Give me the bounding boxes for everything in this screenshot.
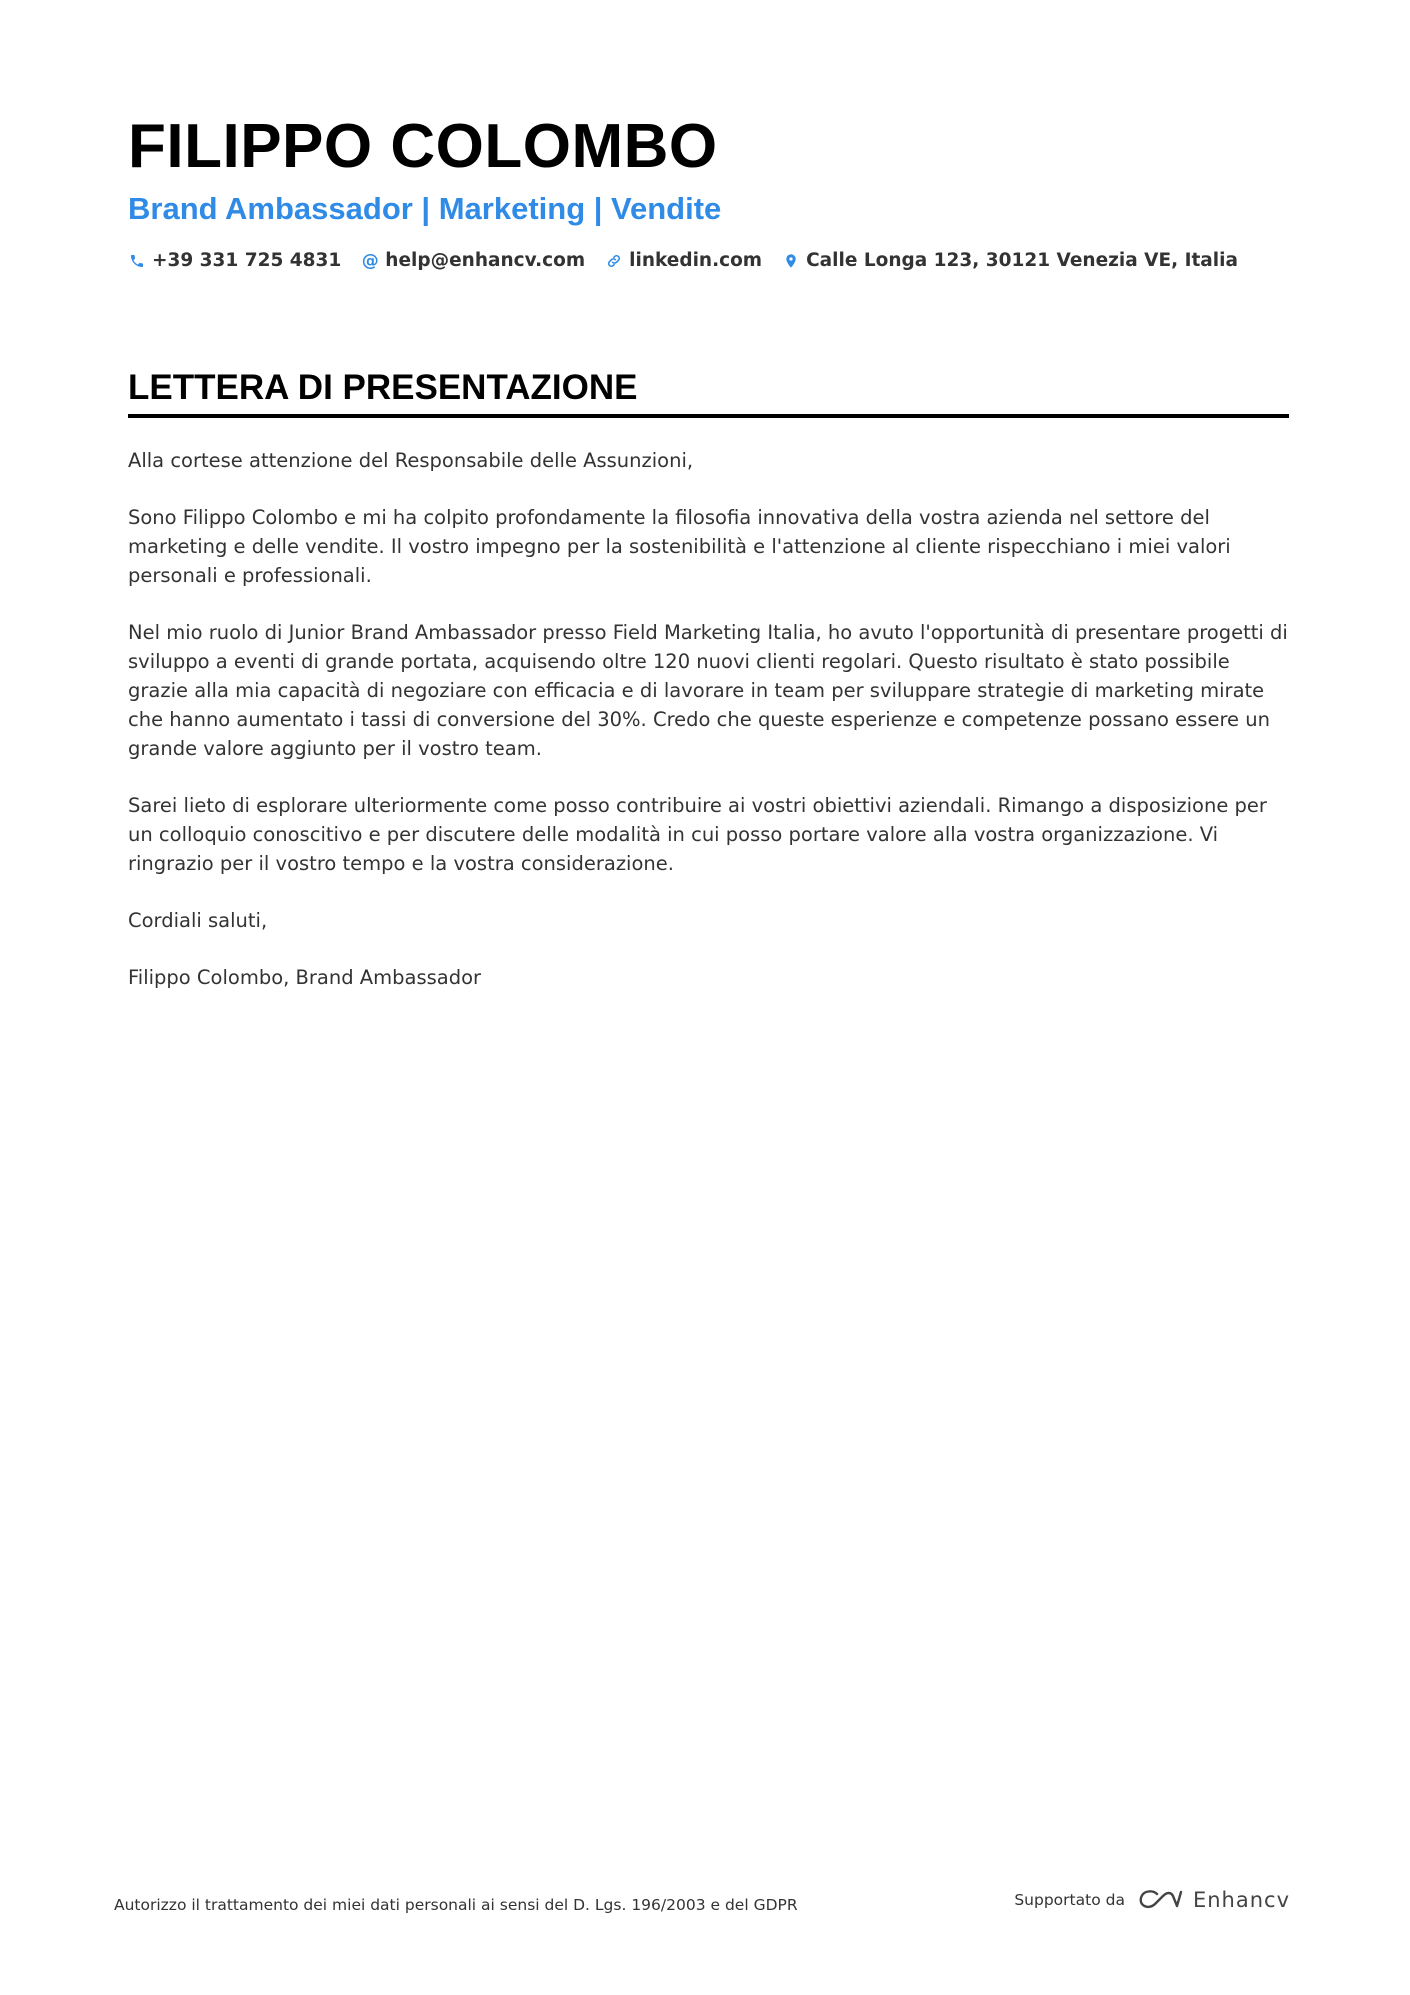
letter-closing: Cordiali saluti, xyxy=(128,909,268,932)
header xyxy=(128,112,1288,271)
contact-linkedin xyxy=(605,250,762,271)
candidate-name: FILIPPO COLOMBO xyxy=(128,112,718,181)
powered-by[interactable] xyxy=(1014,1886,1290,1914)
contact-email xyxy=(361,250,585,271)
section-title: LETTERA DI PRESENTAZIONE xyxy=(128,368,638,407)
enhancv-logo-icon xyxy=(1137,1886,1183,1914)
supported-by-label: Supportato da xyxy=(1014,1891,1125,1909)
phone-icon xyxy=(128,252,146,270)
location-pin-icon xyxy=(782,252,800,270)
section-divider xyxy=(128,414,1289,418)
phone-number: +39 331 725 4831 xyxy=(152,250,342,271)
letter-signature: Filippo Colombo, Brand Ambassador xyxy=(128,966,482,989)
link-icon xyxy=(605,252,623,270)
cover-letter-section xyxy=(128,366,1289,1020)
enhancv-brand: Enhancv xyxy=(1192,1888,1290,1912)
letter-paragraph-1: Sono Filippo Colombo e mi ha colpito profondamente la filosofia innovativa della vostra azienda nel settore del marketing e delle vendite. Il vostro impegno per la sostenibilità e l'attenzione al cliente rispecchiano i miei valori personali e professionali. xyxy=(128,506,1231,587)
email-address[interactable]: help@enhancv.com xyxy=(385,250,586,271)
letter-paragraph-2: Nel mio ruolo di Junior Brand Ambassador presso Field Marketing Italia, ho avuto l'opportunità di presentare progetti di sviluppo a eventi di grande portata, acquisendo oltre 120 nuovi clienti regolari. Questo risultato è stato possibile grazie alla mia capacità di negoziare con efficacia e di lavorare in team per sviluppare strategie di marketing mirate che hanno aumentato i tassi di conversione del 30%. Credo che queste esperienze e competenze possano essere un grande valore aggiunto per il vostro team. xyxy=(128,621,1288,760)
letter-greeting: Alla cortese attenzione del Responsabile delle Assunzioni, xyxy=(128,449,694,472)
contact-info xyxy=(128,250,1288,271)
candidate-title: Brand Ambassador | Marketing | Vendite xyxy=(128,191,722,226)
address: Calle Longa 123, 30121 Venezia VE, Italia xyxy=(806,250,1238,271)
contact-address xyxy=(782,250,1238,271)
linkedin-link[interactable]: linkedin.com xyxy=(629,250,763,271)
letter-body xyxy=(128,446,1289,992)
consent-note: Autorizzo il trattamento dei miei dati personali ai sensi del D. Lgs. 196/2003 e del GDPR xyxy=(114,1896,798,1914)
at-icon: @ xyxy=(361,250,379,271)
letter-paragraph-3: Sarei lieto di esplorare ulteriormente come posso contribuire ai vostri obiettivi aziendali. Rimango a disposizione per un colloquio conoscitivo e per discutere delle modalità in cui posso portare valore alla vostra organizzazione. Vi ringrazio per il vostro tempo e la vostra considerazione. xyxy=(128,794,1267,875)
contact-phone xyxy=(128,250,341,271)
